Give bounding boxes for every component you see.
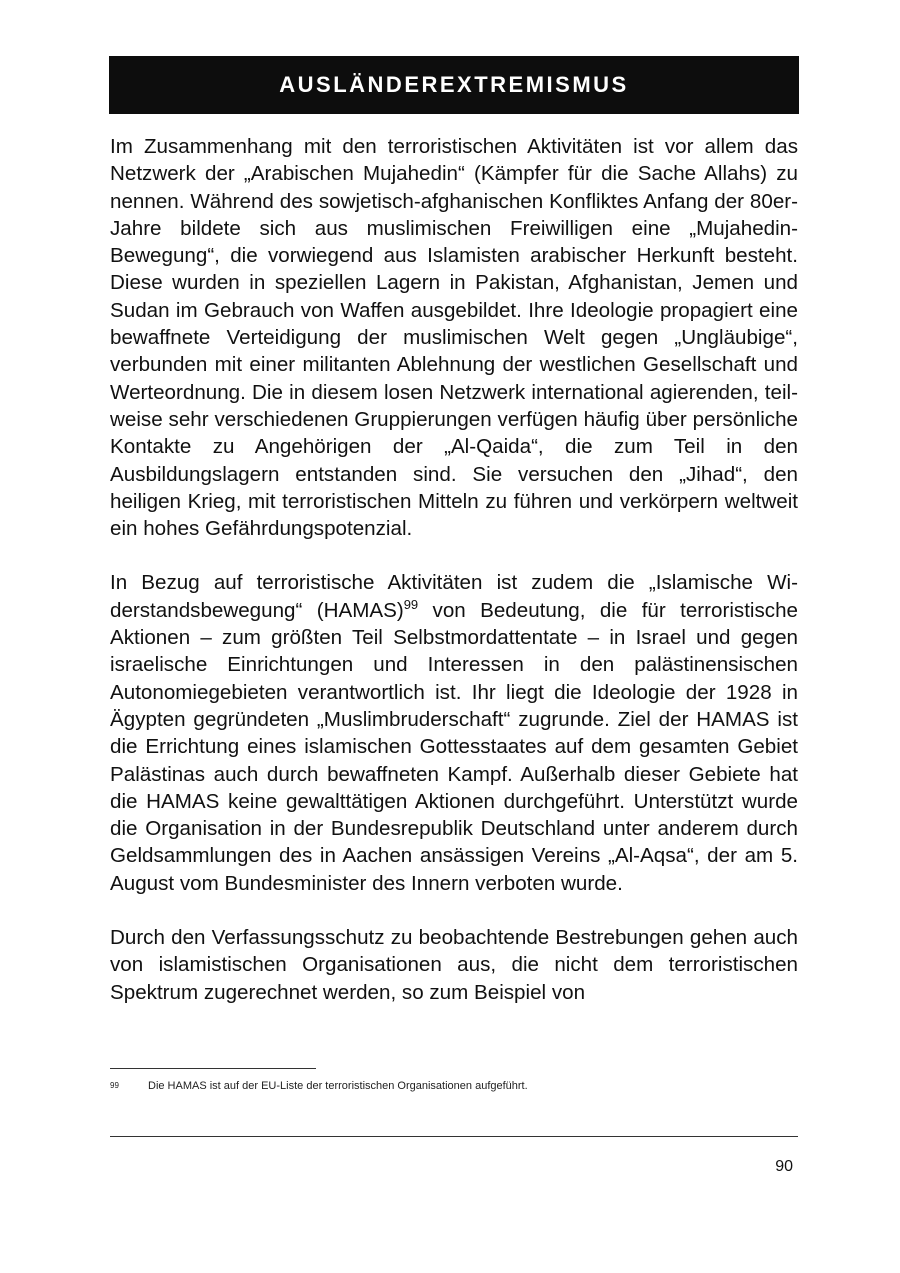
footnote bbox=[110, 1079, 798, 1093]
paragraph-2-text-after: von Bedeutung, die für terroristische Aktionen – zum größten Teil Selbstmordattentate – in Israel und gegen israelische Einrichtungen und Interessen in den palästinensischen Autonomiegebieten verantwortlich ist. Ihr liegt die Ideologie der 1928 in Ägypten gegründeten „Muslimbruderschaft“ zugrunde. Ziel der HAMAS ist die Errichtung eines islamischen Gottesstaates auf dem gesamten Gebiet Palästinas auch durch bewaffneten Kampf. Außerhalb dieser Gebiete hat die HAMAS keine gewalttätigen Aktionen durchgeführt. Unterstützt wurde die Organisation in der Bundesrepublik Deutschland unter anderem durch Geldsammlungen des in Aachen ansässigen Vereins „Al-Aqsa“, der am 5. August vom Bundesminister des Innern verboten wurde. bbox=[110, 598, 798, 895]
body-text bbox=[110, 133, 798, 1006]
footnote-number: 99 bbox=[110, 1081, 119, 1090]
footnote-divider bbox=[110, 1068, 316, 1069]
paragraph-2-text-before: In Bezug auf terroristische Aktivitäten ist zudem die „Islamische Widerstandsbewegung“ (HAMAS) bbox=[110, 571, 798, 622]
footnote-text: Die HAMAS ist auf der EU-Liste der terroristischen Organisationen aufgeführt. bbox=[148, 1080, 528, 1092]
page-number: 90 bbox=[775, 1158, 793, 1175]
footnote-reference[interactable]: 99 bbox=[403, 596, 419, 612]
paragraph-3: Durch den Verfassungsschutz zu beobachtende Bestrebungen gehen auch von islamistischen Organisationen aus, die nicht dem terroristischen Spektrum zugerechnet werden, so zum Beispiel von bbox=[110, 926, 798, 1004]
paragraph-1: Im Zusammenhang mit den terroristischen Aktivitäten ist vor allem das Netzwerk der „Arabischen Mujahedin“ (Kämpfer für die Sache Allahs) zu nennen. Während des sowjetisch-afghanischen Konfliktes Anfang der 80er-Jahre bildete sich aus muslimischen Freiwilligen eine „Mujahedin-Bewegung“, die vorwiegend aus Islamisten arabischer Herkunft besteht. Diese wurden in speziellen Lagern in Pakistan, Afghanistan, Jemen und Sudan im Gebrauch von Waffen ausgebildet. Ihre Ideologie propagiert eine bewaffnete Verteidigung der muslimischen Welt gegen „Ungläubige“, verbunden mit einer militanten Ablehnung der westlichen Gesellschaft und Werteordnung. Die in diesem losen Netzwerk international agierenden, teilweise sehr verschiedenen Gruppierungen verfügen häufig über persönliche Kontakte zu Angehörigen der „Al-Qaida“, die zum Teil in den Ausbildungslagern entstanden sind. Sie versuchen den „Jihad“, den heiligen Krieg, mit terroristischen Mitteln zu führen und verkörpern weltweit ein hohes Gefährdungspotenzial. bbox=[110, 135, 798, 541]
paragraph-2 bbox=[110, 569, 798, 897]
section-header bbox=[109, 56, 799, 114]
section-title: AUSLÄNDEREXTREMISMUS bbox=[279, 72, 629, 97]
page-footer-divider bbox=[110, 1136, 798, 1137]
